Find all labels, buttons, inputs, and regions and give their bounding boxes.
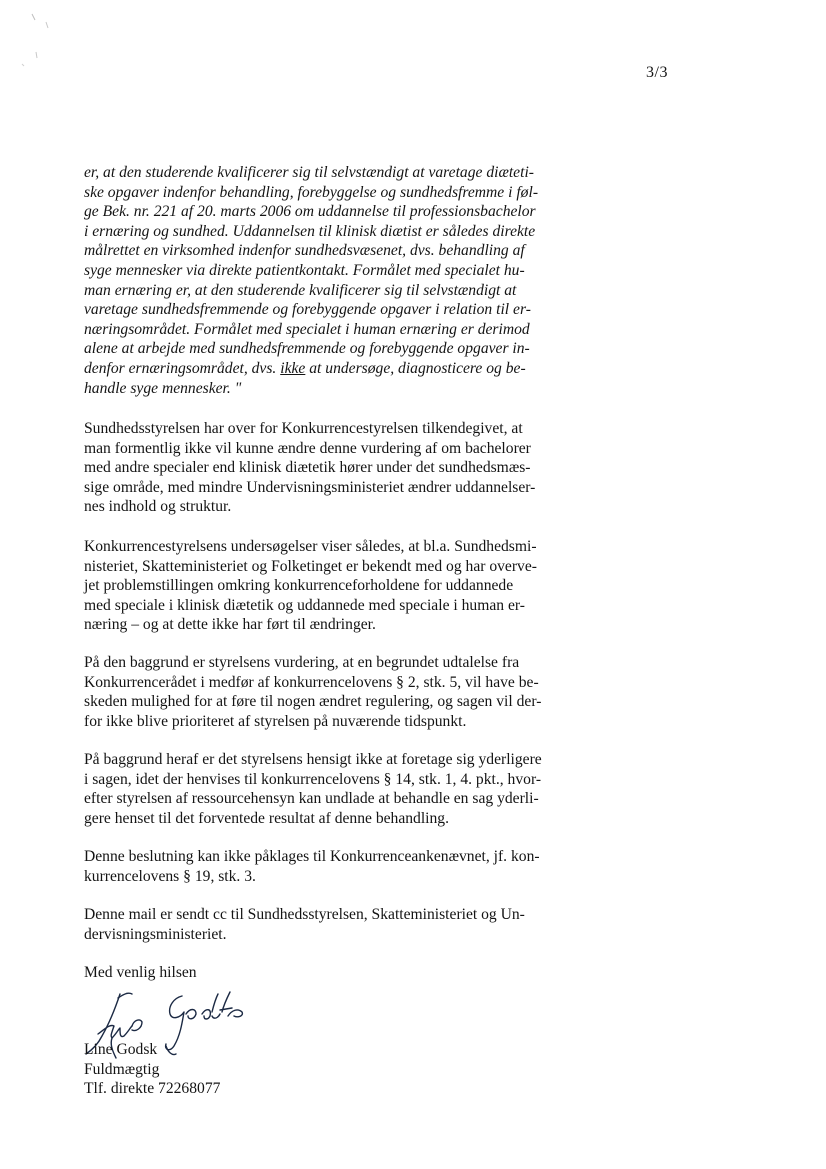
text-line: nes indhold og struktur.	[84, 498, 232, 516]
text-line: syge mennesker via direkte patientkontakt. Formålet med specialet hu-	[84, 261, 525, 279]
text-line: gere henset til det forventede resultat af denne behandling.	[84, 809, 450, 827]
paragraph	[84, 905, 576, 944]
text-line: Denne beslutning kan ikke påklages til Konkurrenceankenævnet, jf. kon-	[84, 848, 540, 865]
text-line: jet problemstillingen omkring konkurrenceforholdene for uddannede	[84, 577, 514, 595]
signer-phone: Tlf. direkte 72268077	[84, 1080, 221, 1098]
text-line: Konkurrencestyrelsens undersøgelser viser således, at bl.a. Sundhedsmi-	[84, 538, 537, 555]
text-line: i sagen, idet der henvises til konkurrencelovens § 14, stk. 1, 4. pkt., hvor-	[84, 770, 542, 788]
paragraph	[84, 653, 576, 731]
text-line: dervisningsministeriet.	[84, 925, 227, 943]
text-line: ge Bek. nr. 221 af 20. marts 2006 om uddannelse til professionsbachelor	[84, 203, 536, 221]
text-line: På den baggrund er styrelsens vurdering, at en begrundet udtalelse fra	[84, 654, 520, 671]
text-line: Denne mail er sendt cc til Sundhedsstyrelsen, Skatteministeriet og Un-	[84, 906, 525, 923]
text-segment: at undersøge, diagnosticere og be-	[309, 359, 526, 377]
signer-title: Fuldmægtig	[84, 1060, 160, 1078]
text-line: næring – og at dette ikke har ført til ændringer.	[84, 616, 376, 634]
underlined-word: ikke	[280, 359, 306, 377]
paragraph	[84, 419, 576, 517]
paragraph	[84, 750, 576, 828]
text-line: for ikke blive prioriteret af styrelsen på nuværende tidspunkt.	[84, 712, 467, 730]
text-line: med andre specialer end klinisk diætetik hører under det sundhedsmæs-	[84, 459, 531, 477]
text-line	[84, 359, 576, 379]
quoted-passage	[84, 163, 576, 398]
text-line: sige område, med mindre Undervisningsministeriet ændrer uddannelser-	[84, 478, 536, 496]
paragraph	[84, 537, 576, 635]
text-line: er, at den studerende kvalificerer sig til selvstændigt at varetage diæteti-	[84, 164, 534, 181]
scan-specks	[18, 8, 68, 78]
text-line: man formentlig ikke vil kunne ændre denne vurdering af om bachelorer	[84, 439, 531, 457]
text-line: med speciale i klinisk diætetik og uddannede med speciale i human er-	[84, 596, 525, 614]
text-line: målrettet en virksomhed indenfor sundhedsvæsenet, dvs. behandling af	[84, 242, 525, 260]
closing-salutation: Med venlig hilsen	[84, 964, 197, 981]
text-line: skeden mulighed for at føre til nogen ændret regulering, og sagen vil der-	[84, 693, 542, 711]
text-line: nisteriet, Skatteministeriet og Folketinget er bekendt med og har overve-	[84, 557, 537, 575]
text-line: i ernæring og sundhed. Uddannelsen til klinisk diætist er således direkte	[84, 222, 536, 240]
text-line: kurrencelovens § 19, stk. 3.	[84, 867, 256, 885]
text-line: Sundhedsstyrelsen har over for Konkurrencestyrelsen tilkendegivet, at	[84, 420, 523, 437]
page-number: 3/3	[646, 64, 668, 81]
text-segment: denfor ernæringsområdet, dvs.	[84, 359, 277, 377]
text-line: næringsområdet. Formålet med specialet i human ernæring er derimod	[84, 320, 530, 338]
text-line: efter styrelsen af ressourcehensyn kan undlade at behandle en sag yderli-	[84, 790, 539, 808]
text-line: handle syge mennesker. "	[84, 379, 242, 397]
text-line: varetage sundhedsfremmende og forebyggende opgaver i relation til er-	[84, 301, 531, 319]
text-line: alene at arbejde med sundhedsfremmende og forebyggende opgaver in-	[84, 340, 530, 358]
paragraph	[84, 847, 576, 886]
text-line: På baggrund heraf er det styrelsens hensigt ikke at foretage sig yderligere	[84, 751, 542, 768]
signer-block	[84, 1040, 220, 1099]
signer-name: Line Godsk	[84, 1041, 158, 1058]
text-line: man ernæring er, at den studerende kvalificerer sig til selvstændigt at	[84, 281, 517, 299]
text-line: ske opgaver indenfor behandling, forebyggelse og sundhedsfremme i føl-	[84, 183, 539, 201]
text-line: Konkurrencerådet i medfør af konkurrencelovens § 2, stk. 5, vil have be-	[84, 673, 539, 691]
